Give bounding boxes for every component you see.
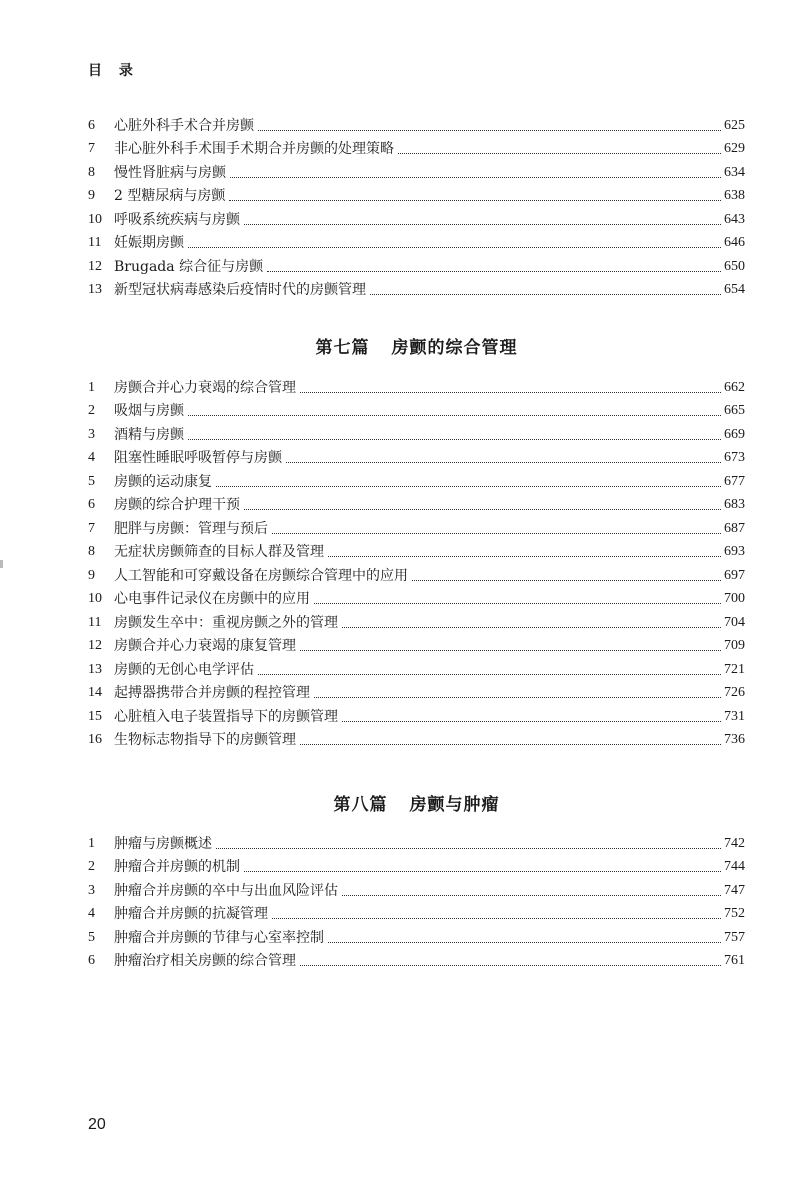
entry-number: 4 <box>88 906 95 921</box>
toc-entry <box>88 444 745 468</box>
part-title: 房颤的综合管理 <box>391 338 518 358</box>
toc-entry <box>88 655 745 679</box>
dot-leader <box>188 439 721 440</box>
dot-leader <box>398 153 721 154</box>
dot-leader <box>314 603 721 604</box>
entry-page-number: 673 <box>724 450 745 465</box>
entry-number: 14 <box>88 685 102 700</box>
entry-title: 妊娠期房颤 <box>114 235 184 251</box>
entry-number: 13 <box>88 282 102 297</box>
toc-entry <box>88 467 745 491</box>
entry-page-number: 704 <box>724 614 745 630</box>
toc-entry <box>88 702 745 726</box>
entry-page-number: 693 <box>724 544 745 559</box>
entry-title: 肿瘤合并房颤的卒中与出血风险评估 <box>114 882 338 899</box>
dot-leader <box>267 271 721 272</box>
entry-page-number: 677 <box>724 473 745 489</box>
toc-entry <box>88 276 745 300</box>
entry-title: 心脏外科手术合并房颤 <box>114 117 254 134</box>
toc-entry <box>88 514 745 538</box>
entry-number: 5 <box>88 929 95 945</box>
entry-number: 12 <box>88 638 102 653</box>
part-label: 第七篇 <box>315 338 370 358</box>
dot-leader <box>216 486 721 487</box>
toc-entry <box>88 252 745 276</box>
toc-part-8 <box>88 829 745 970</box>
dot-leader <box>300 650 721 651</box>
toc-entry <box>88 947 745 971</box>
entry-title: 房颤发生卒中：重视房颤之外的管理 <box>114 614 338 631</box>
toc-entry <box>88 158 745 182</box>
part-label: 第八篇 <box>333 795 388 815</box>
entry-page-number: 687 <box>724 520 745 536</box>
entry-page-number: 665 <box>724 403 745 418</box>
entry-number: 7 <box>88 141 95 156</box>
entry-number: 8 <box>88 544 95 559</box>
toc-entry <box>88 853 745 877</box>
toc-entry <box>88 397 745 421</box>
part-title: 房颤与肿瘤 <box>409 795 500 815</box>
entry-title: 肿瘤合并房颤的抗凝管理 <box>114 906 268 922</box>
entry-title: 心脏植入电子装置指导下的房颤管理 <box>114 708 338 725</box>
entry-page-number: 646 <box>724 235 745 250</box>
toc-entry <box>88 229 745 253</box>
toc-entry <box>88 205 745 229</box>
toc-entry <box>88 876 745 900</box>
entry-number: 9 <box>88 188 95 203</box>
entry-page-number: 662 <box>724 379 745 395</box>
entry-title: 非心脏外科手术围手术期合并房颤的处理策略 <box>114 141 394 157</box>
entry-page-number: 736 <box>724 732 745 747</box>
dot-leader <box>272 918 721 919</box>
dot-leader <box>328 556 721 557</box>
entry-page-number: 697 <box>724 567 745 583</box>
dot-leader <box>286 462 721 463</box>
entry-title: 肥胖与房颤：管理与预后 <box>114 520 268 537</box>
entry-title: 呼吸系统疾病与房颤 <box>114 211 240 228</box>
dot-leader <box>188 415 721 416</box>
dot-leader <box>342 895 721 896</box>
entry-title: Brugada 综合征与房颤 <box>114 258 264 275</box>
entry-number: 1 <box>88 835 95 851</box>
entry-title: 肿瘤合并房颤的节律与心室率控制 <box>114 929 324 946</box>
entry-number: 8 <box>88 164 95 180</box>
entry-number: 3 <box>88 426 95 442</box>
entry-number: 6 <box>88 497 95 512</box>
entry-number: 11 <box>88 235 102 250</box>
toc-entry <box>88 182 745 206</box>
entry-page-number: 761 <box>724 953 745 968</box>
dot-leader <box>188 247 721 248</box>
entry-title: 房颤的综合护理干预 <box>114 497 240 513</box>
dot-leader <box>216 848 721 849</box>
part-heading-7 <box>88 333 745 358</box>
entry-number: 10 <box>88 591 102 606</box>
toc-entry <box>88 900 745 924</box>
entry-page-number: 654 <box>724 282 745 297</box>
entry-title: 肿瘤治疗相关房颤的综合管理 <box>114 953 296 969</box>
entry-number: 13 <box>88 661 102 677</box>
dot-leader <box>258 130 721 131</box>
toc-entry <box>88 632 745 656</box>
toc-entry <box>88 373 745 397</box>
entry-title: 房颤合并心力衰竭的综合管理 <box>114 379 296 396</box>
dot-leader <box>272 533 721 534</box>
entry-number: 1 <box>88 379 95 395</box>
page-number: 20 <box>88 1116 106 1133</box>
entry-page-number: 731 <box>724 708 745 724</box>
dot-leader <box>300 392 721 393</box>
dot-leader <box>370 294 721 295</box>
entry-title: 2 型糖尿病与房颤 <box>114 188 226 204</box>
dot-leader <box>342 627 721 628</box>
dot-leader <box>328 942 721 943</box>
toc-entry <box>88 829 745 853</box>
dot-leader <box>229 200 721 201</box>
toc-part-7 <box>88 373 745 749</box>
dot-leader <box>300 965 721 966</box>
entry-number: 6 <box>88 953 95 968</box>
entry-title: 生物标志物指导下的房颤管理 <box>114 732 296 748</box>
entry-number: 10 <box>88 211 102 227</box>
entry-page-number: 634 <box>724 164 745 180</box>
binding-mark <box>0 560 3 568</box>
entry-title: 无症状房颤筛查的目标人群及管理 <box>114 544 324 560</box>
entry-title: 房颤合并心力衰竭的康复管理 <box>114 638 296 654</box>
entry-page-number: 742 <box>724 835 745 851</box>
entry-number: 11 <box>88 614 102 630</box>
entry-number: 16 <box>88 732 102 747</box>
toc-entry <box>88 538 745 562</box>
toc-section-continued <box>88 111 745 299</box>
dot-leader <box>244 224 721 225</box>
entry-page-number: 709 <box>724 638 745 653</box>
entry-number: 2 <box>88 859 95 874</box>
entry-title: 新型冠状病毒感染后疫情时代的房颤管理 <box>114 282 366 298</box>
entry-number: 6 <box>88 117 95 133</box>
toc-entry <box>88 726 745 750</box>
dot-leader <box>342 721 721 722</box>
entry-page-number: 747 <box>724 882 745 898</box>
entry-title: 阻塞性睡眠呼吸暂停与房颤 <box>114 450 282 466</box>
entry-page-number: 683 <box>724 497 745 512</box>
entry-page-number: 638 <box>724 188 745 203</box>
entry-title: 人工智能和可穿戴设备在房颤综合管理中的应用 <box>114 567 408 584</box>
entry-title: 酒精与房颤 <box>114 426 184 443</box>
toc-entry <box>88 679 745 703</box>
running-head: 目 录 <box>88 63 139 79</box>
entry-page-number: 629 <box>724 141 745 156</box>
entry-title: 吸烟与房颤 <box>114 403 184 419</box>
entry-title: 心电事件记录仪在房颤中的应用 <box>114 591 310 607</box>
entry-title: 慢性肾脏病与房颤 <box>114 164 226 181</box>
entry-number: 9 <box>88 567 95 583</box>
entry-number: 4 <box>88 450 95 465</box>
entry-page-number: 643 <box>724 211 745 227</box>
entry-page-number: 669 <box>724 426 745 442</box>
entry-title: 房颤的运动康复 <box>114 473 212 490</box>
toc-entry <box>88 420 745 444</box>
toc-entry <box>88 135 745 159</box>
entry-number: 12 <box>88 258 102 274</box>
entry-page-number: 757 <box>724 929 745 945</box>
entry-title: 肿瘤与房颤概述 <box>114 835 212 852</box>
entry-page-number: 726 <box>724 685 745 700</box>
entry-number: 5 <box>88 473 95 489</box>
toc-entry <box>88 491 745 515</box>
part-heading-8 <box>88 790 745 815</box>
entry-number: 3 <box>88 882 95 898</box>
dot-leader <box>244 509 721 510</box>
dot-leader <box>314 697 721 698</box>
entry-page-number: 721 <box>724 661 745 677</box>
toc-entry <box>88 585 745 609</box>
toc-entry <box>88 608 745 632</box>
toc-entry <box>88 923 745 947</box>
entry-page-number: 625 <box>724 117 745 133</box>
dot-leader <box>230 177 721 178</box>
dot-leader <box>412 580 721 581</box>
entry-page-number: 700 <box>724 591 745 606</box>
dot-leader <box>244 871 721 872</box>
toc-entry <box>88 111 745 135</box>
entry-number: 7 <box>88 520 95 536</box>
entry-number: 2 <box>88 403 95 418</box>
toc-entry <box>88 561 745 585</box>
dot-leader <box>300 744 721 745</box>
dot-leader <box>258 674 721 675</box>
entry-title: 房颤的无创心电学评估 <box>114 661 254 678</box>
entry-number: 15 <box>88 708 102 724</box>
entry-page-number: 650 <box>724 258 745 274</box>
entry-page-number: 752 <box>724 906 745 921</box>
entry-title: 肿瘤合并房颤的机制 <box>114 859 240 875</box>
entry-title: 起搏器携带合并房颤的程控管理 <box>114 685 310 701</box>
entry-page-number: 744 <box>724 859 745 874</box>
